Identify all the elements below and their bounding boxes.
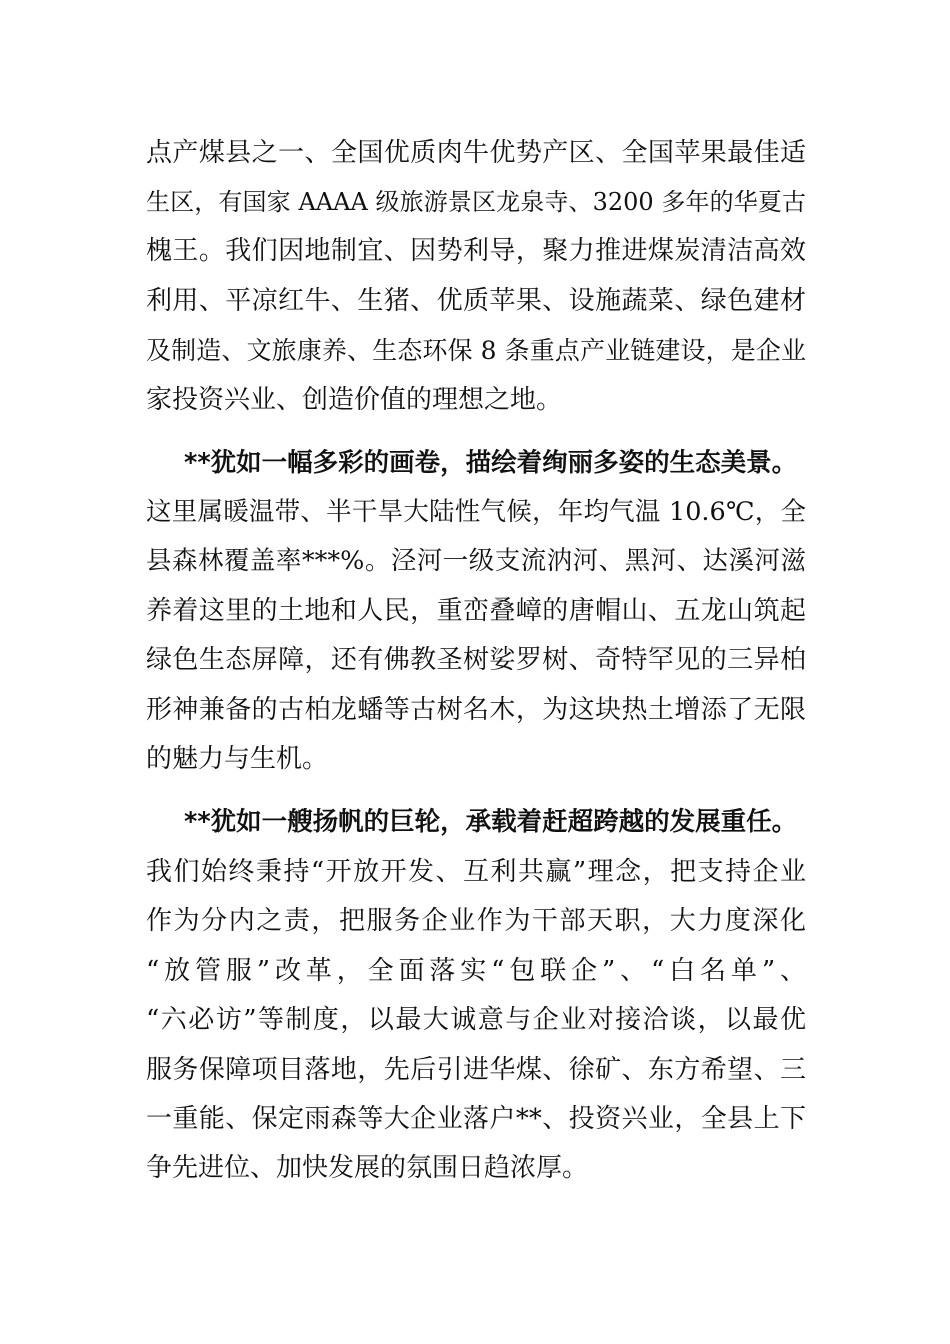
paragraph-1-line-6: 家投资兴业、创造价值的理想之地。: [146, 385, 563, 415]
paragraph-3-line-2: 作为分内之责，把服务企业作为干部天职，大力度深化: [146, 906, 806, 936]
paragraph-3-line-5: 服务保障项目落地，先后引进华煤、徐矿、东方希望、三: [146, 1055, 806, 1085]
paragraph-2-line-1: 这里属暖温带、半干旱大陆性气候，年均气温 10.6℃，全: [146, 497, 806, 527]
paragraph-2-line-5: 形神兼备的古柏龙蟠等古树名木，为这块热土增添了无限: [146, 695, 806, 725]
paragraph-2-line-2: 县森林覆盖率***%。泾河一级支流汭河、黑河、达溪河滋: [146, 546, 806, 576]
paragraph-1-line-2: 生区，有国家 AAAA 级旅游景区龙泉寺、3200 多年的华夏古: [146, 188, 806, 216]
paragraph-1-line-3: 槐王。我们因地制宜、因势利导，聚力推进煤炭清洁高效: [146, 236, 806, 266]
section-heading-development: **犹如一艘扬帆的巨轮，承载着赶超跨越的发展重任。: [184, 807, 798, 837]
paragraph-2-line-4: 绿色生态屏障，还有佛教圣树娑罗树、奇特罕见的三异柏: [146, 645, 806, 675]
paragraph-1-line-4: 利用、平凉红牛、生猪、优质苹果、设施蔬菜、绿色建材: [146, 286, 806, 316]
paragraph-3-line-4: “六必访”等制度，以最大诚意与企业对接洽谈，以最优: [146, 1005, 806, 1035]
paragraph-1-line-1: 点产煤县之一、全国优质肉牛优势产区、全国苹果最佳适: [146, 138, 806, 168]
paragraph-3-line-3: “放管服”改革，全面落实“包联企”、“白名单”、: [146, 956, 806, 986]
section-heading-ecology: **犹如一幅多彩的画卷，描绘着绚丽多姿的生态美景。: [184, 448, 798, 478]
paragraph-3-line-6: 一重能、保定雨森等大企业落户**、投资兴业，全县上下: [146, 1104, 806, 1134]
paragraph-3-line-1: 我们始终秉持“开放开发、互利共赢”理念，把支持企业: [146, 857, 806, 887]
paragraph-2-line-3: 养着这里的土地和人民，重峦叠嶂的唐帽山、五龙山筑起: [146, 596, 806, 626]
paragraph-1-line-5: 及制造、文旅康养、生态环保 8 条重点产业链建设，是企业: [146, 336, 806, 365]
paragraph-3-line-7: 争先进位、加快发展的氛围日趋浓厚。: [146, 1153, 589, 1183]
paragraph-2-line-6: 的魅力与生机。: [146, 744, 329, 774]
